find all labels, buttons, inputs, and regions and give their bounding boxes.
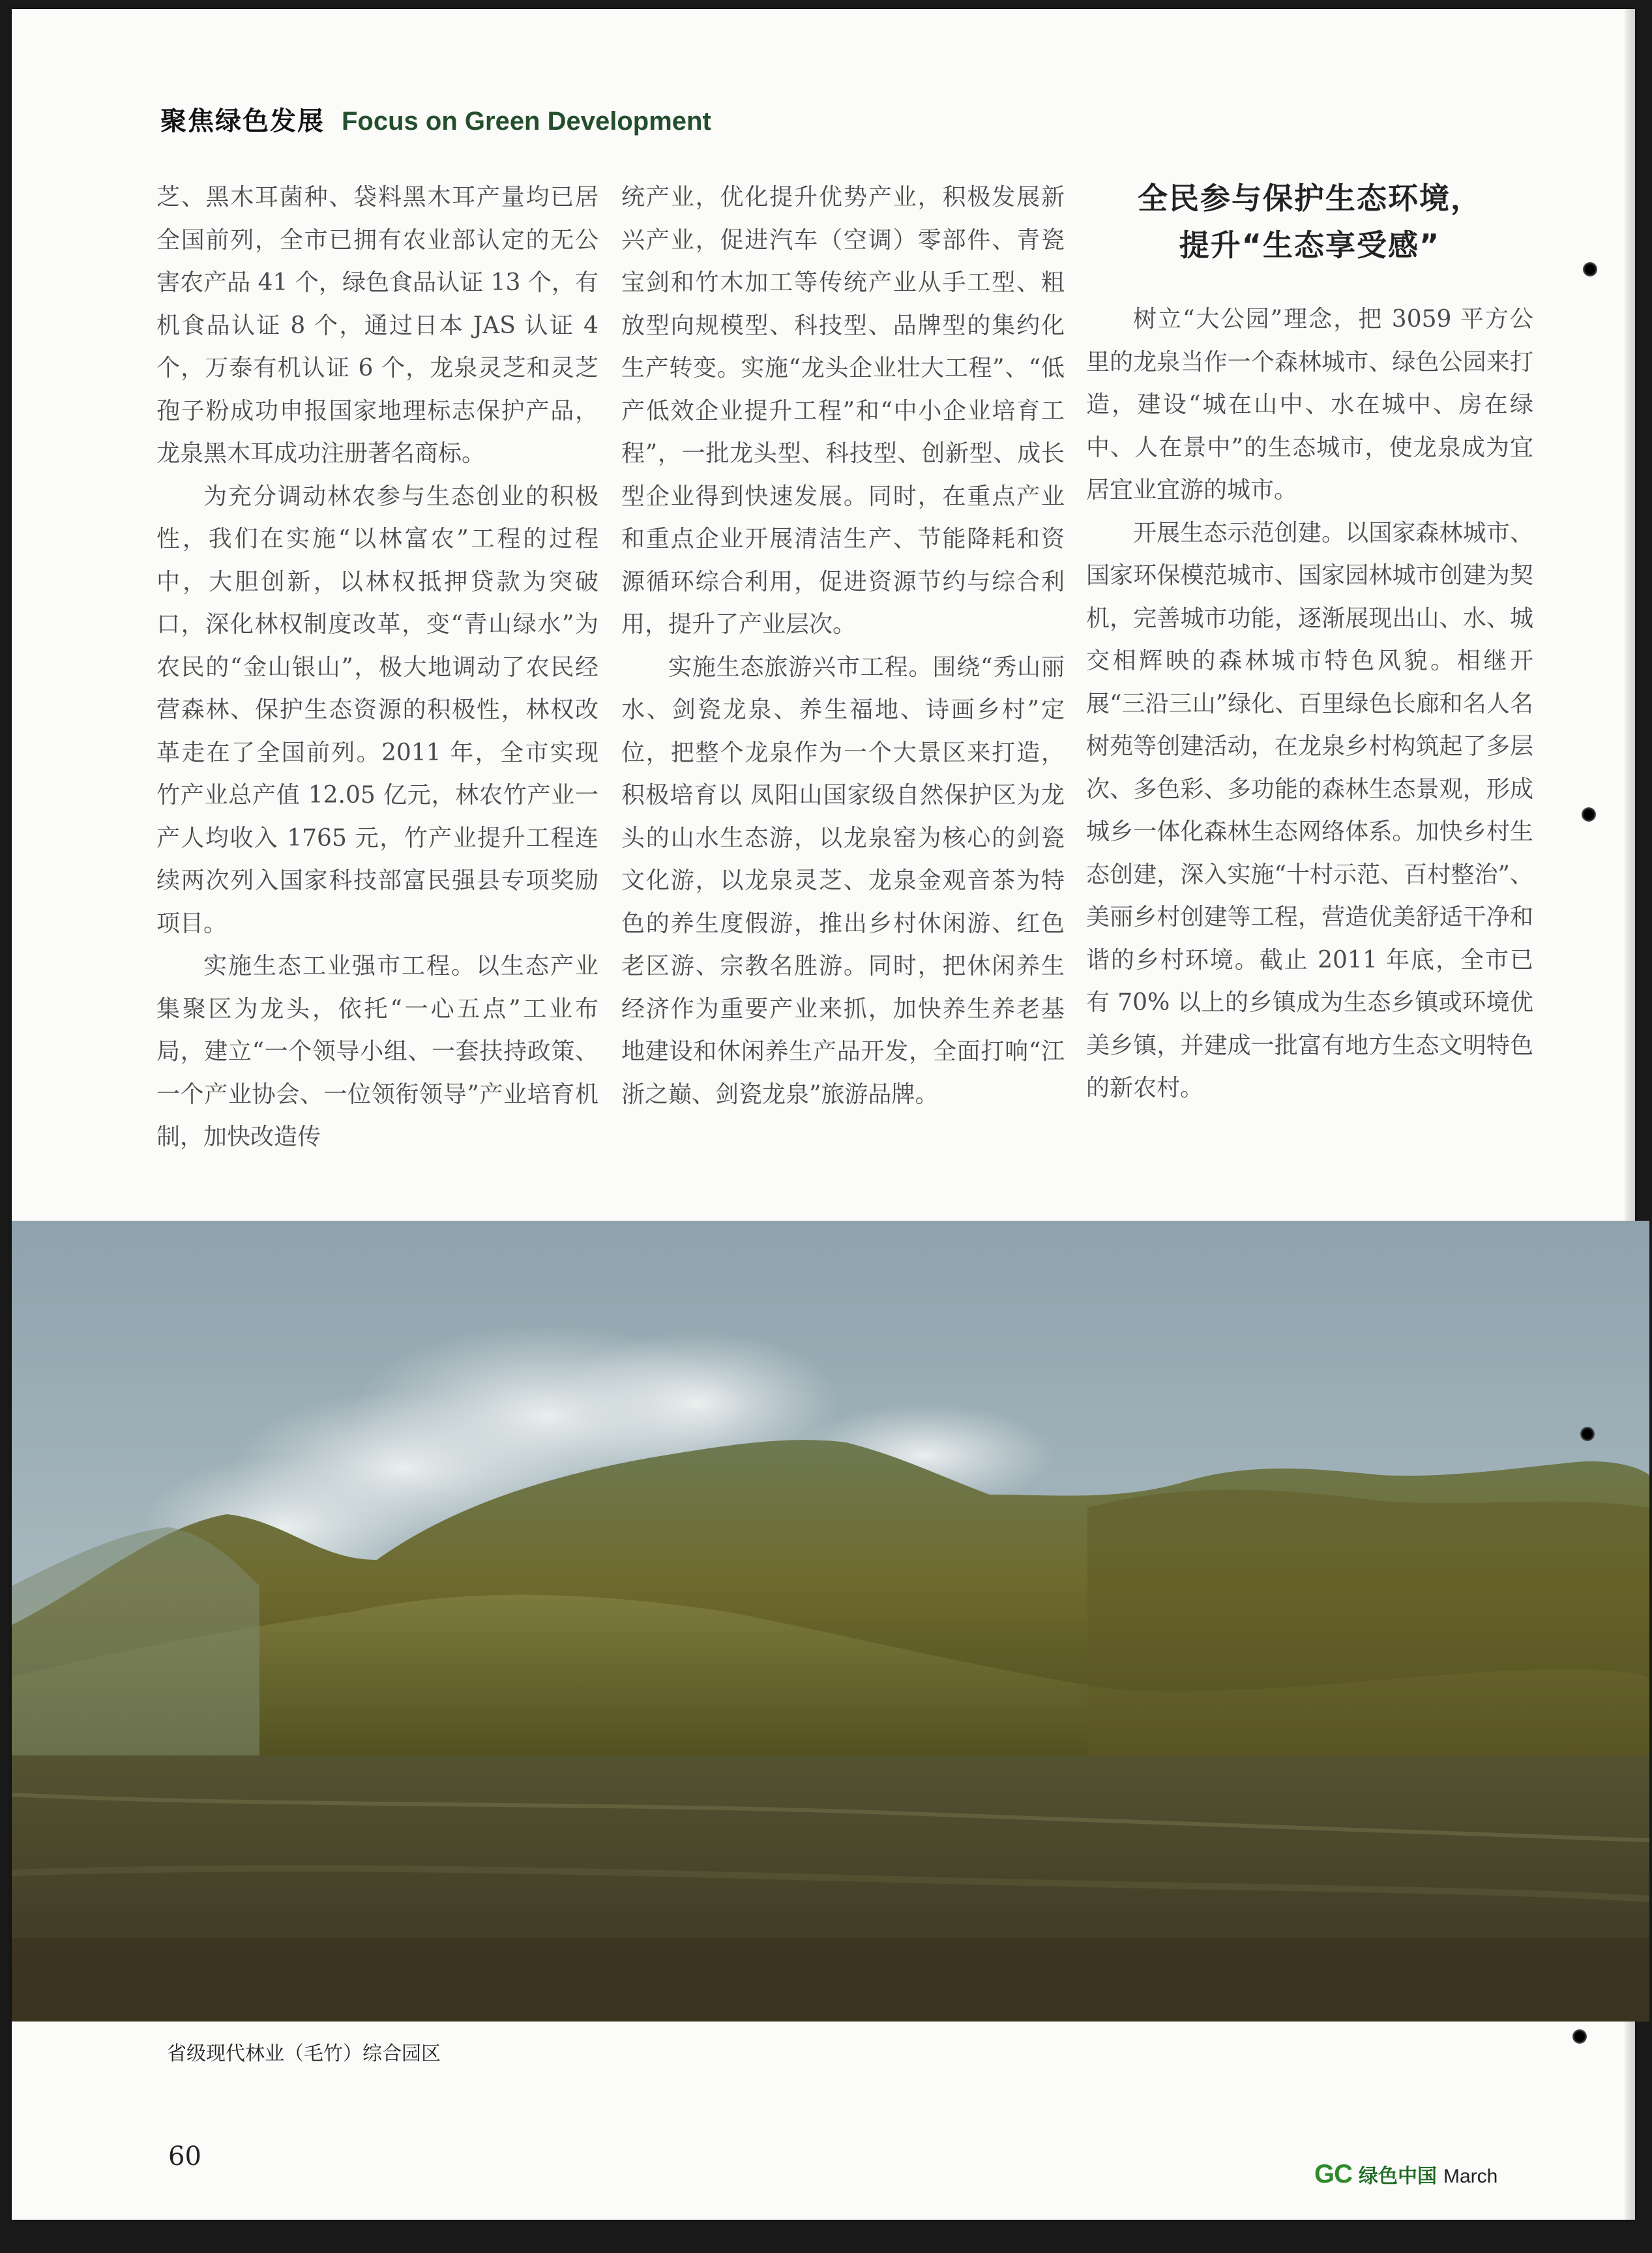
heading-line: 提升“生态享受感” <box>1179 228 1441 263</box>
magazine-brand <box>1314 2160 1497 2189</box>
magazine-page <box>12 9 1635 2220</box>
text-column-3 <box>1086 298 1533 1110</box>
paragraph: 实施生态工业强市工程。以生态产业集聚区为龙头，依托“一心五点”工业布局，建立“一个领导小组、一套扶持政策、一个产业协会、一位领衔领导”产业培育机制，加快改造传 <box>156 953 598 1150</box>
heading-line: 全民参与保护生态环境， <box>1138 181 1482 216</box>
paragraph: 开展生态示范创建。以国家森林城市、国家环保模范城市、国家园林城市创建为契机，完善城市功能，逐渐展现出山、水、城交相辉映的森林城市特色风貌。相继开展“三沿三山”绿化、百里绿色长廊和名人名树苑等创建活动，在龙泉乡村构筑起了多层次、多色彩、多功能的森林生态景观，形成城乡一体化森林生态网络体系。加快乡村生态创建，深入实施“十村示范、百村整治”、美丽乡村创建等工程，营造优美舒适干净和谐的乡村环境。截止 2011 年底，全市已有 70% 以上的乡镇成为生态乡镇或环境优美乡镇，并建成一批富有地方生态文明特色的新农村。 <box>1086 519 1533 1101</box>
gc-logo-icon: GC <box>1314 2160 1352 2188</box>
column-3-heading <box>1086 175 1533 269</box>
landscape-photo <box>12 1221 1649 2022</box>
text-column-1 <box>156 176 598 1159</box>
page-number: 60 <box>168 2141 201 2171</box>
paragraph: 为充分调动林农参与生态创业的积极性，我们在实施“以林富农”工程的过程中，大胆创新，以林权抵押贷款为突破口，深化林权制度改革，变“青山绿水”为农民的“金山银山”，极大地调动了农民经营森林、保护生态资源的积极性，林权改革走在了全国前列。2011 年，全市实现竹产业总产值 12.05 亿元，林农竹产业一产人均收入 1765 元，竹产业提升工程连续两次列入国家科技部富民强县专项奖励项目。 <box>156 483 598 937</box>
paragraph: 统产业，优化提升优势产业，积极发展新兴产业，促进汽车（空调）零部件、青瓷宝剑和竹木加工等传统产业从手工型、粗放型向规模型、科技型、品牌型的集约化生产转变。实施“龙头企业壮大工程”、“低产低效企业提升工程”和“中小企业培育工程”，一批龙头型、科技型、创新型、成长型企业得到快速发展。同时，在重点产业和重点企业开展清洁生产、节能降耗和资源循环综合利用，促进资源节约与综合利用，提升了产业层次。 <box>621 184 1065 638</box>
text-column-2 <box>621 176 1065 1116</box>
paragraph: 芝、黑木耳菌种、袋料黑木耳产量均已居全国前列，全市已拥有农业部认定的无公害农产品 41 个，绿色食品认证 13 个，有机食品认证 8 个，通过日本 JAS 认证 4 个，万泰有机认证 6 个，龙泉灵芝和灵芝孢子粉成功申报国家地理标志保护产品，龙泉黑木耳成功注册著名商标。 <box>156 184 598 467</box>
magazine-name: 绿色中国 <box>1359 2165 1437 2188</box>
section-title-cn: 聚焦绿色发展 <box>160 106 325 136</box>
issue-month: March <box>1443 2166 1498 2187</box>
mountain-landscape-image <box>12 1221 1649 2022</box>
punch-hole-icon <box>1580 1427 1595 1441</box>
section-header <box>160 100 711 140</box>
photo-caption: 省级现代林业（毛竹）综合园区 <box>167 2042 441 2065</box>
paragraph: 树立“大公园”理念，把 3059 平方公里的龙泉当作一个森林城市、绿色公园来打造，建设“城在山中、水在城中、房在绿中、人在景中”的生态城市，使龙泉成为宜居宜业宜游的城市。 <box>1086 306 1533 503</box>
paragraph: 实施生态旅游兴市工程。围绕“秀山丽水、剑瓷龙泉、养生福地、诗画乡村”定位，把整个龙泉作为一个大景区来打造，积极培育以 凤阳山国家级自然保护区为龙头的山水生态游，以龙泉窑为核心的剑瓷文化游，以龙泉灵芝、龙泉金观音茶为特色的养生度假游，推出乡村休闲游、红色老区游、宗教名胜游。同时，把休闲养生经济作为重要产业来抓，加快养生养老基地建设和休闲养生产品开发，全面打响“江浙之巅、剑瓷龙泉”旅游品牌。 <box>621 653 1065 1108</box>
punch-hole-icon <box>1582 807 1596 822</box>
punch-hole-icon <box>1583 262 1597 276</box>
section-title-en: Focus on Green Development <box>342 107 711 136</box>
punch-hole-icon <box>1572 2029 1587 2044</box>
